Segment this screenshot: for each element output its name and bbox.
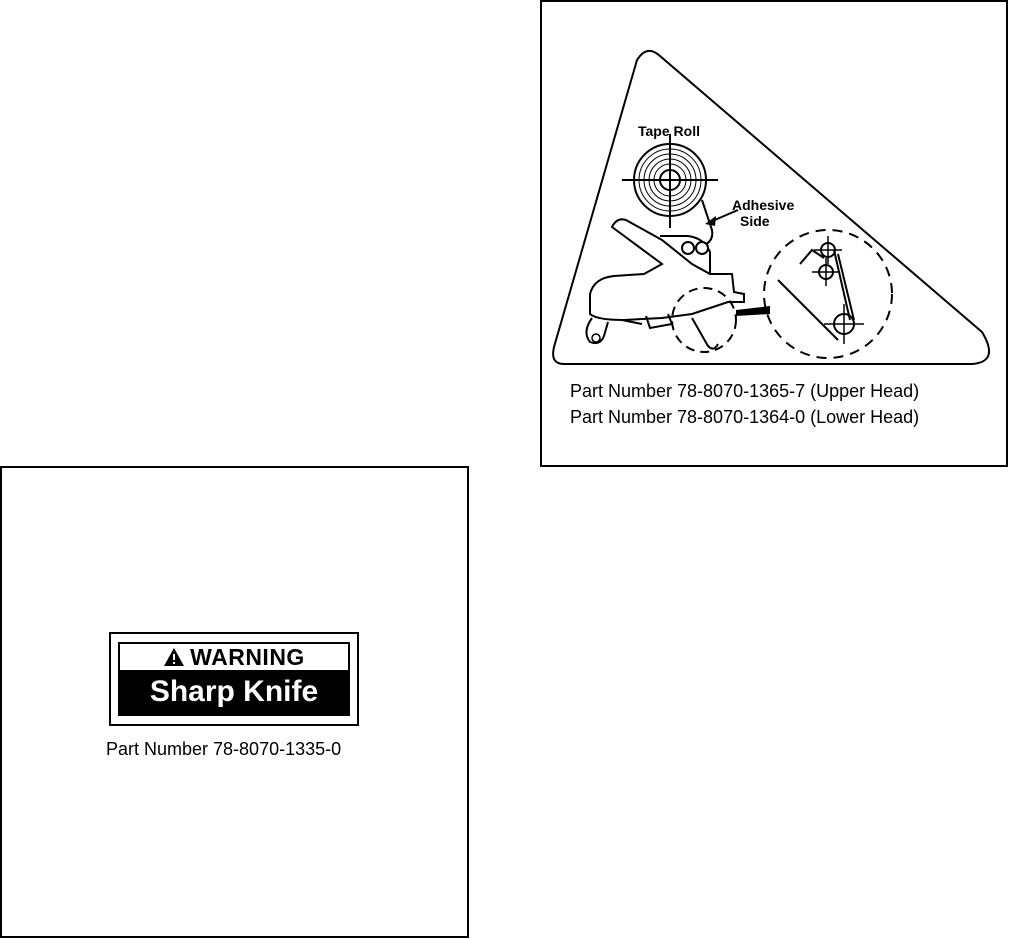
lower-head-part-number: Part Number 78-8070-1364-0 (Lower Head)	[570, 407, 920, 427]
warning-decal	[109, 632, 359, 726]
tape-threading-label-panel	[540, 0, 1008, 467]
warning-text: WARNING	[190, 643, 305, 670]
adhesive-label-line2: Side	[740, 213, 770, 229]
tape-roll-label: Tape Roll	[638, 123, 700, 139]
applicator-head-icon	[586, 219, 744, 343]
warning-header	[120, 644, 348, 670]
tape-threading-diagram	[542, 2, 1006, 372]
adhesive-label-line1: Adhesive	[732, 197, 795, 213]
detail-rollers-icon	[778, 236, 864, 344]
sharp-knife-label-panel	[0, 466, 469, 938]
warning-decal-inner	[118, 642, 350, 716]
hazard-banner	[120, 670, 348, 714]
tape-roll-icon	[622, 134, 718, 228]
hazard-text: Sharp Knife	[149, 675, 319, 708]
warning-triangle-icon	[163, 647, 185, 667]
upper-head-part-number: Part Number 78-8070-1365-7 (Upper Head)	[570, 381, 920, 401]
knife-label-part-number: Part Number 78-8070-1335-0	[106, 739, 342, 759]
